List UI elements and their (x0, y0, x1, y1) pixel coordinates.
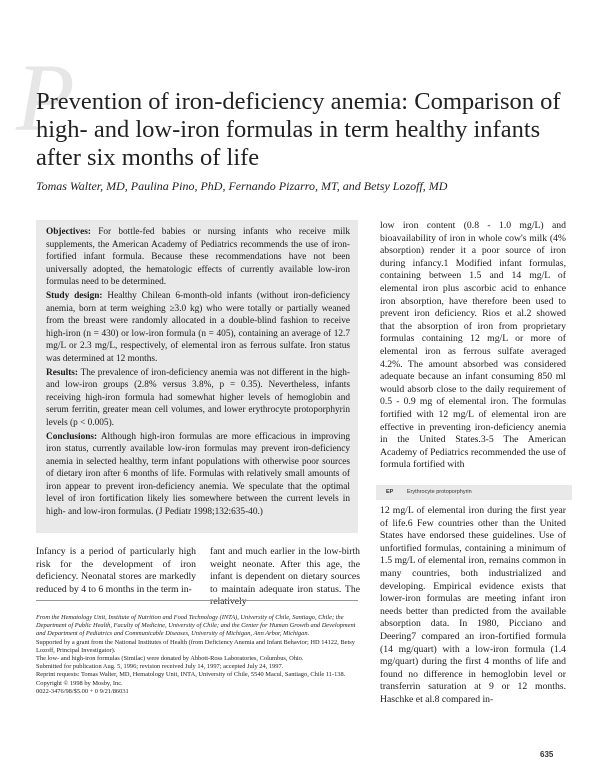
abbreviation-box (376, 485, 572, 500)
intro-column-2: fant and much earlier in the low-birth weight neonate. After this age, the infant is dependent on dietary sources to maintain adequate iron status. The relatively (210, 546, 360, 608)
conclusions-text: Although high-iron formulas are more efficacious in improving iron status, currently available low-iron formulas may prevent iron-deficiency anemia in selected healthy, term infant populations with otherwise poor sources of dietary iron after 6 months of life. Formulas with relatively small amounts of iron appear to prevent iron-deficiency anemia. We speculate that the optimal level of iron fortification likely lies somewhere between the current levels in high- and low-iron formulas. (J Pediatr 1998;132:635-40.) (46, 431, 350, 518)
abstract-results (46, 367, 350, 430)
objectives-label: Objectives: (46, 227, 91, 237)
footnote-reprint: Reprint requests: Tomas Walter, MD, Hematology Unit, INTA, University of Chile, 5540 Macul, Santiago, Chile 11-138. (36, 671, 346, 679)
footnote-copyright: Copyright © 1998 by Mosby, Inc. (36, 679, 123, 687)
footnote-affiliation: From the Hematology Unit, Institute of Nutrition and Food Technology (INTA), University of Chile, Santiago, Chile; the Department of Public Health, Faculty of Medicine, University of Chile; and the Center for Human Growth and Development and Department of Pediatrics and Communicable Diseases, University of Michigan, Ann Arbor, Michigan. (36, 614, 356, 638)
objectives-text: For bottle-fed babies or nursing infants who receive milk supplements, the American Academy of Pediatrics recommends the use of iron-fortified infant formula. Because these recommendations have not been universally adopted, the hematologic effects of currently available low-iron formulas need to be determined. (46, 227, 350, 288)
title-dropcap-ornament: P (16, 44, 75, 151)
footnote-support: Supported by a grant from the National Institutes of Health (from Deficiency Anemia and Infant Behavior; HD 14122, Betsy Lozoff, Principal Investigator). (36, 638, 355, 654)
footnote-donation: The low- and high-iron formulas (Similac) were donated by Abbott-Ross Laboratories, Columbus, Ohio. (36, 655, 304, 663)
right-column-text-bottom: 12 mg/L of elemental iron during the first year of life.6 Few countries other than the United States have endorsed these guidelines. Use of unfortified formulas, containing a minimum of 1.5 mg/L of elemental iron, remains common in many countries, both industrialized and developing. Empirical evidence exists that lower-iron formulas are meeting infant iron needs better than predicted from the available absorption data. In 1980, Picciano and Deering7 compared an iron-fortified formula (14 mg/quart) with a low-iron formula (1.4 mg/quart) during the first 4 months of life and found no difference in hemoglobin level or transferrin saturation at 9 or 12 months. Haschke et al.8 compared in- (380, 505, 566, 705)
results-text: The prevalence of iron-deficiency anemia was not different in the high- and low-iron groups (2.8% versus 3.8%, p = 0.35). Nevertheless, infants receiving high-iron formula had somewhat higher levels of hemoglobin and serum ferritin, greater mean cell volumes, and lower erythrocyte protoporphyrin levels (p < 0.005). (46, 367, 350, 428)
abbreviation-key: EP (386, 489, 394, 495)
abstract-conclusions (46, 431, 350, 519)
conclusions-label: Conclusions: (46, 431, 98, 442)
abstract-objectives (46, 226, 350, 289)
footnote-code: 0022-3476/98/$5.00 + 0 9/21/86031 (36, 687, 129, 695)
study-design-label: Study design: (46, 290, 103, 301)
study-design-text: Healthy Chilean 6-month-old infants (without iron-deficiency anemia, born at term weighing ≥3.0 kg) who were totally or partially weaned from the breast were randomly allocated in a double-blind fashion to receive high-iron (n = 430) or low-iron formula (n = 405), containing an average of 12.7 mg/L or 2.3 mg/L, respectively, of elemental iron as ferrous sulfate. Iron status was determined at 12 months. (46, 290, 350, 364)
abbreviation-value: Erythrocyte protoporphyrin (406, 489, 472, 495)
footnote-divider (36, 600, 358, 601)
right-column-text-top: low iron content (0.8 - 1.0 mg/L) and bioavailability of iron in whole cow's milk (4% absorption) render it a poor source of iron during infancy.1 Modified infant formulas, containing between 1.5 and 14 mg/L of elemental iron plus ascorbic acid to enhance iron absorption, have therefore been used to prevent iron deficiency. Rios et al.2 showed that the absorption of iron from proprietary formulas containing 12 mg/L or more of elemental iron as ferrous sulfate averaged 4.2%. The amount absorbed was considered adequate because an infant consuming 850 ml would absorb close to the daily requirement of 0.5 - 0.9 mg of elemental iron. The formulas fortified with 12 mg/L of elemental iron are effective in preventing iron-deficiency anemia in the United States.3-5 The American Academy of Pediatrics recommended the use of formula fortified with (380, 220, 566, 471)
authors-line: Tomas Walter, MD, Paulina Pino, PhD, Fernando Pizarro, MT, and Betsy Lozoff, MD (36, 179, 448, 193)
page-number: 635 (540, 750, 554, 759)
footnote-submitted: Submitted for publication Aug. 5, 1996; revision received July 14, 1997; accepted July 24, 1997. (36, 663, 284, 671)
abstract-box (36, 220, 358, 533)
intro-column-1: Infancy is a period of particularly high risk for the development of iron deficiency. Neonatal stores are markedly reduced by 4 to 6 months in the term in- (36, 546, 196, 595)
footnotes (36, 614, 358, 696)
article-title: Prevention of iron-deficiency anemia: Comparison of high- and low-iron formulas in term healthy infants after six months of life (36, 88, 561, 171)
abstract-study-design (46, 290, 350, 366)
results-label: Results: (46, 367, 79, 378)
